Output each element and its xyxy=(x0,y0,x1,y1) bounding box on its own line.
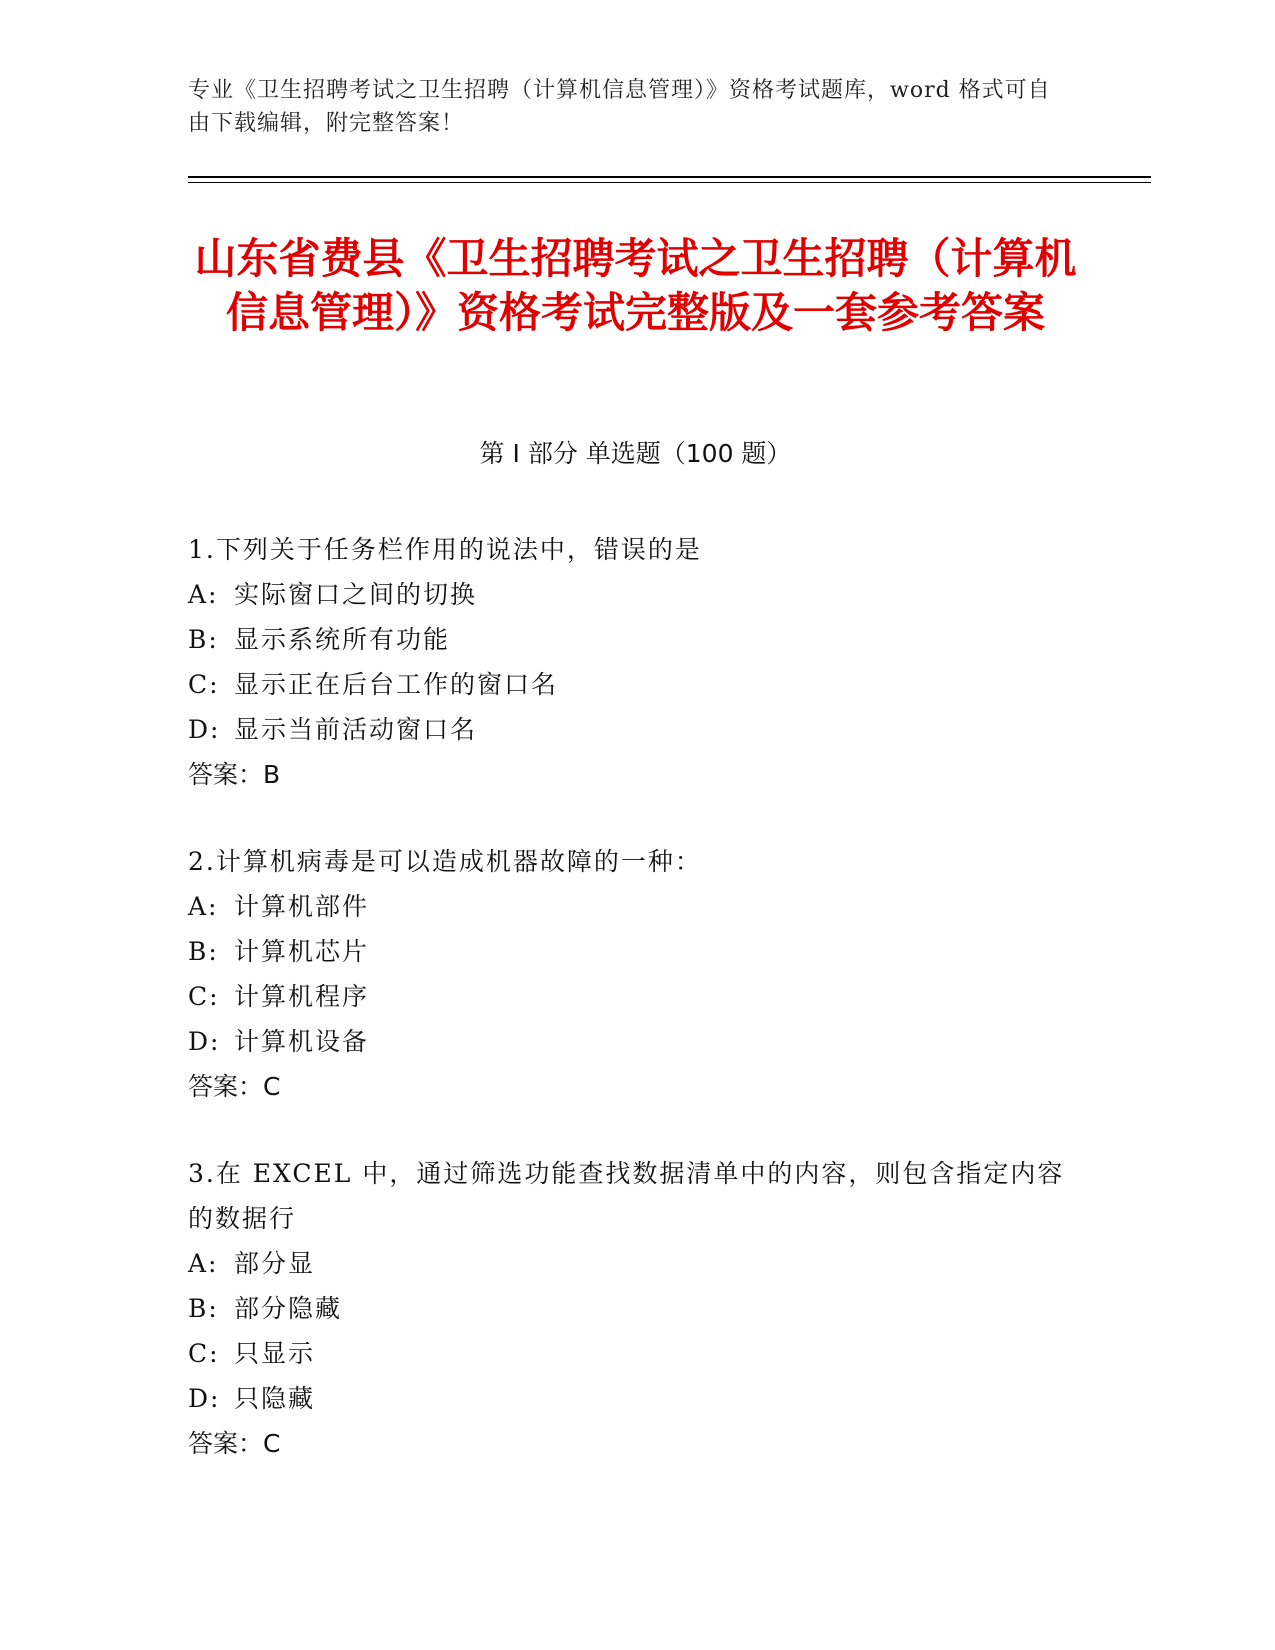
answer-line: 答案：C xyxy=(188,1072,281,1101)
option-text: 实际窗口之间的切换 xyxy=(234,580,478,609)
option-a xyxy=(188,1241,1068,1286)
option-key: A: xyxy=(188,580,219,609)
option-text: 计算机程序 xyxy=(234,982,370,1011)
option-key: C: xyxy=(188,1339,220,1368)
answer-line: 答案：B xyxy=(188,760,281,789)
question-stem: 1.下列关于任务栏作用的说法中，错误的是 xyxy=(188,535,702,564)
option-text: 只显示 xyxy=(234,1339,316,1368)
option-text: 显示正在后台工作的窗口名 xyxy=(234,670,559,699)
answer-line: 答案：C xyxy=(188,1429,281,1458)
option-text: 计算机部件 xyxy=(234,892,370,921)
option-key: A: xyxy=(188,892,219,921)
option-d xyxy=(188,707,1068,752)
option-b xyxy=(188,1286,1068,1331)
section-title: 第 I 部分 单选题（100 题） xyxy=(479,439,792,468)
option-c xyxy=(188,1331,1068,1376)
question-stem: 3.在 EXCEL 中，通过筛选功能查找数据清单中的内容，则包含指定内容的数据行 xyxy=(188,1159,1065,1233)
option-key: B: xyxy=(188,937,219,966)
option-key: A: xyxy=(188,1249,219,1278)
option-key: C: xyxy=(188,670,220,699)
document-title: 山东省费县《卫生招聘考试之卫生招聘（计算机信息管理）》资格考试完整版及一套参考答案 xyxy=(194,234,1077,337)
question-list xyxy=(188,527,1068,1508)
option-text: 显示当前活动窗口名 xyxy=(234,715,478,744)
option-text: 计算机设备 xyxy=(234,1027,370,1056)
option-text: 计算机芯片 xyxy=(234,937,370,966)
option-d xyxy=(188,1019,1068,1064)
option-key: C: xyxy=(188,982,220,1011)
option-c xyxy=(188,974,1068,1019)
option-key: B: xyxy=(188,1294,219,1323)
option-key: B: xyxy=(188,625,219,654)
option-d xyxy=(188,1376,1068,1421)
question-1 xyxy=(188,527,1068,797)
option-key: D: xyxy=(188,715,221,744)
option-a xyxy=(188,884,1068,929)
option-key: D: xyxy=(188,1027,221,1056)
header-note: 专业《卫生招聘考试之卫生招聘（计算机信息管理）》资格考试题库，word 格式可自由下载编辑，附完整答案！ xyxy=(188,78,1051,136)
question-3 xyxy=(188,1151,1068,1466)
header-divider-thick xyxy=(188,176,1151,178)
option-key: D: xyxy=(188,1384,221,1413)
question-stem: 2.计算机病毒是可以造成机器故障的一种： xyxy=(188,847,702,876)
option-b xyxy=(188,929,1068,974)
option-text: 只隐藏 xyxy=(234,1384,316,1413)
option-text: 显示系统所有功能 xyxy=(234,625,451,654)
question-2 xyxy=(188,839,1068,1109)
option-a xyxy=(188,572,1068,617)
option-text: 部分隐藏 xyxy=(234,1294,343,1323)
option-b xyxy=(188,617,1068,662)
header-divider-thin xyxy=(188,182,1151,183)
option-text: 部分显 xyxy=(234,1249,316,1278)
option-c xyxy=(188,662,1068,707)
